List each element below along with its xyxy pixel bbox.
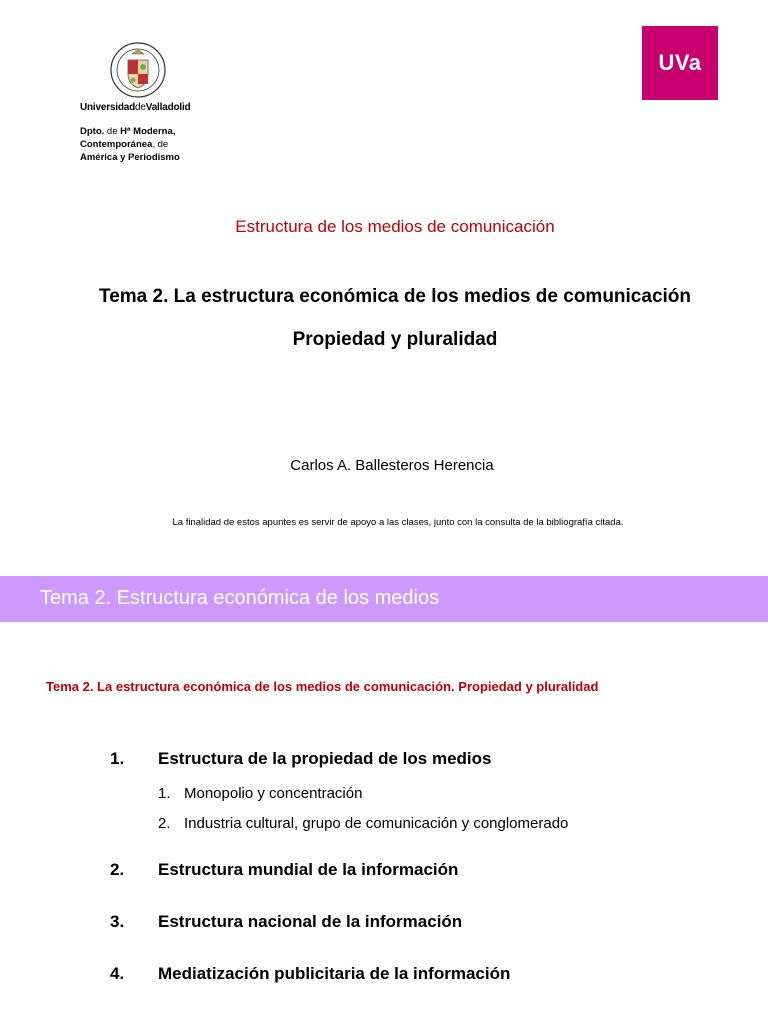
disclaimer-note: La finalidad de estos apuntes es servir de apoyo a las clases, junto con la consulta de la bibliografía citada. bbox=[172, 517, 624, 528]
outline-item-number: 2. bbox=[110, 860, 125, 879]
outline-item-text: Estructura nacional de la información bbox=[158, 912, 463, 931]
course-title: Estructura de los medios de comunicación bbox=[235, 217, 555, 236]
outline-item-2 bbox=[0, 860, 768, 884]
banner-title: Tema 2. Estructura económica de los medios bbox=[40, 587, 440, 609]
outline-item-text: Estructura de la propiedad de los medios bbox=[158, 749, 492, 768]
outline-item-3 bbox=[0, 912, 768, 936]
section-banner bbox=[0, 576, 768, 622]
outline-subitem-text: Industria cultural, grupo de comunicación y conglomerado bbox=[184, 815, 569, 832]
outline-subitem-2 bbox=[0, 815, 768, 835]
university-seal-icon bbox=[110, 42, 166, 98]
university-name: UniversidaddeValladolid bbox=[80, 102, 191, 113]
outline-item-number: 4. bbox=[110, 964, 125, 983]
outline-item-text: Estructura mundial de la información bbox=[158, 860, 459, 879]
outline-item-text: Mediatización publicitaria de la información bbox=[158, 964, 511, 983]
outline-item-number: 1. bbox=[110, 749, 125, 768]
outline-item-number: 3. bbox=[110, 912, 125, 931]
outline-subitem-number: 1. bbox=[158, 785, 171, 802]
outline-subitem-number: 2. bbox=[158, 815, 171, 832]
department-name: Dpto. de Hª Moderna, Contemporánea, de América y Periodismo bbox=[80, 126, 180, 163]
topic-title: Tema 2. La estructura económica de los medios de comunicación bbox=[99, 286, 691, 307]
author-name: Carlos A. Ballesteros Herencia bbox=[290, 457, 494, 474]
outline-subitem-text: Monopolio y concentración bbox=[184, 785, 363, 802]
topic-subtitle: Propiedad y pluralidad bbox=[292, 329, 498, 350]
outline-item-1 bbox=[0, 749, 768, 773]
slide-subtitle: Tema 2. La estructura económica de los medios de comunicación. Propiedad y pluralidad bbox=[46, 679, 599, 694]
outline-subitem-1 bbox=[0, 785, 768, 805]
outline-item-4 bbox=[0, 964, 768, 988]
uva-logo: UVa bbox=[642, 26, 718, 100]
